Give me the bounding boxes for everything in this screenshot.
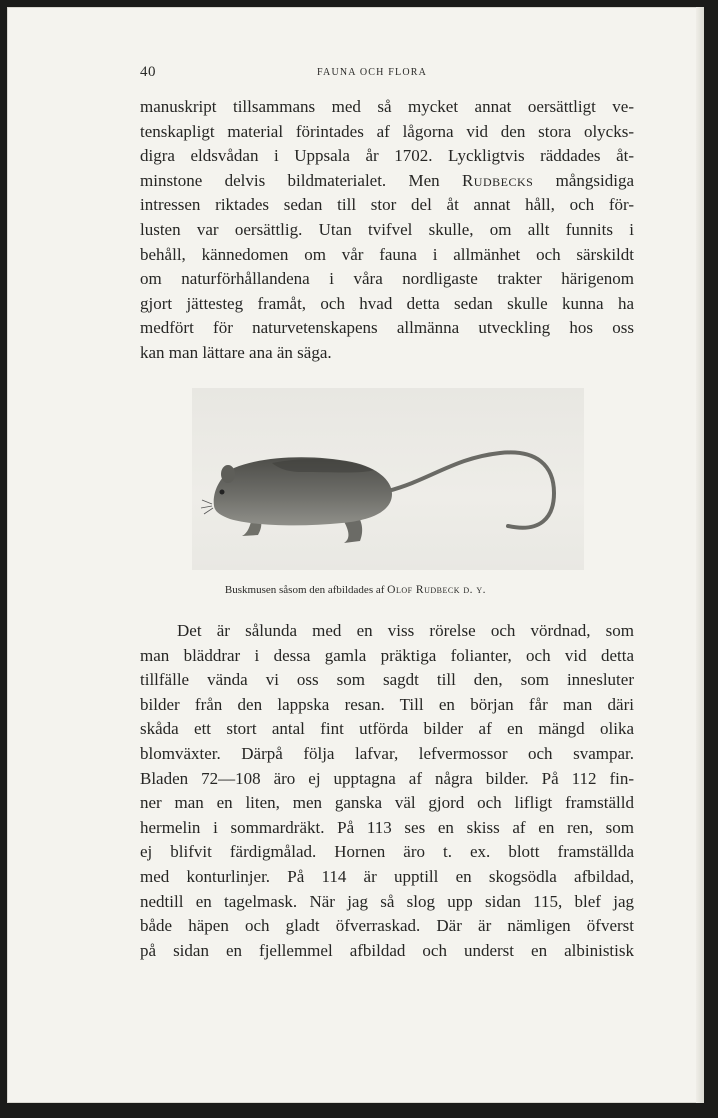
text-fragment: Men: [408, 170, 440, 190]
mouse-illustration: [192, 388, 584, 570]
page-header: [7, 64, 704, 84]
figure-caption: [7, 584, 704, 596]
text-line: tillfälle vända vi oss som sagdt till den, som innesluter: [140, 670, 634, 690]
text-line-with-name: [140, 169, 634, 194]
text-line: manuskript tillsammans med så mycket annat oersättligt ve-: [140, 97, 634, 116]
text-line: lusten var oersättlig. Utan tvifvel skulle, om allt funnits i: [140, 219, 634, 239]
text-line: digra eldsvådan i Uppsala år 1702. Lyckligtvis räddades åt-: [140, 146, 634, 166]
text-line: ej blifvit färdigmålad. Hornen äro t. ex. blott framställda: [140, 842, 634, 862]
text-line: Det är sålunda med en viss rörelse och vördnad, som: [177, 621, 634, 640]
page-number: 40: [140, 64, 156, 80]
text-line: behåll, kännedomen om vår fauna i allmänhet och särskildt: [140, 244, 634, 264]
text-line: om naturförhållandena i våra nordligaste trakter härigenom: [140, 269, 634, 289]
mouse-drawing: [192, 388, 584, 570]
text-line: Bladen 72—108 äro ej upptagna af några bilder. På 112 fin-: [140, 768, 634, 788]
text-line: man bläddrar i dessa gamla präktiga folianter, och vid detta: [140, 645, 634, 665]
text-line: skåda ett stort antal fint utförda bilder af en mängd olika: [140, 719, 634, 739]
paragraph-1: [140, 95, 634, 366]
text-line: med konturlinjer. På 114 är upptill en skogsödla afbildad,: [140, 866, 634, 886]
text-fragment: minstone delvis bildmaterialet.: [140, 170, 387, 190]
text-line: ner man en liten, men ganska väl gjord och lifligt framställd: [140, 793, 634, 813]
text-line: gjort jättesteg framåt, och hvad detta sedan skulle kunna ha: [140, 293, 634, 313]
text-line: på sidan en fjellemmel afbildad och underst en albinistisk: [140, 940, 634, 960]
caption-text: Buskmusen såsom den afbildades af: [224, 584, 385, 596]
text-line: hermelin i sommardräkt. På 113 ses en skiss af en ren, som: [140, 817, 634, 837]
text-line: nedtill en tagelmask. När jag så slog upp sidan 115, blef jag: [140, 891, 634, 911]
text-line: tenskapligt material förintades af lågorna vid den stora olycks-: [140, 121, 634, 141]
author-name-rudbeck: Rudbecks: [461, 170, 534, 190]
text-line: bilder från den lappska resan. Till en början får man däri: [140, 694, 634, 714]
book-page: [7, 7, 704, 1103]
text-fragment: mångsidiga: [555, 170, 634, 190]
caption-author-name: Olof Rudbeck d. y.: [387, 584, 487, 596]
text-line: medfört för naturvetenskapens allmänna utveckling hos oss: [140, 318, 634, 338]
paragraph-2: [140, 619, 634, 963]
text-line: kan man lättare ana än säga.: [140, 342, 332, 362]
running-title: FAUNA OCH FLORA: [317, 67, 428, 78]
text-line: blomväxter. Därpå följa lafvar, lefvermossor och svampar.: [140, 743, 634, 763]
text-line: både häpen och gladt öfverraskad. Där är nämligen öfverst: [140, 916, 634, 936]
text-line: intressen riktades sedan till stor del åt annat håll, och för-: [140, 195, 634, 215]
